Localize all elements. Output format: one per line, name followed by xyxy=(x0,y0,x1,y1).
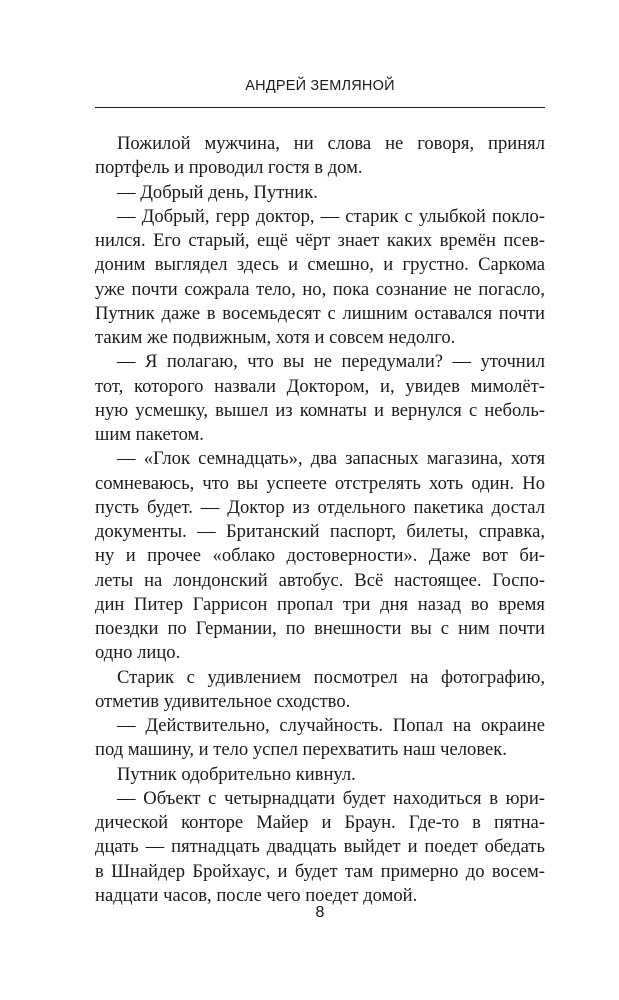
text-line: ну и прочее «облако достоверности». Даже вот би- xyxy=(95,545,545,567)
text-line: Пожилой мужчина, ни слова не говоря, принял xyxy=(117,133,545,154)
text-line: — Добрый, герр доктор, — старик с улыбкой покло- xyxy=(117,205,545,227)
text-line: таким же подвижным, хотя и совсем недолго. xyxy=(95,327,456,348)
body-text xyxy=(95,132,545,908)
text-line: — Я полагаю, что вы не передумали? — уточнил xyxy=(117,351,545,373)
text-line: тот, которого назвали Доктором, и, увидев мимолёт- xyxy=(95,375,545,397)
text-line: — Добрый день, Путник. xyxy=(117,181,318,203)
text-line: поездки по Германии, по внешности вы с ним почти xyxy=(95,618,545,639)
text-line: леты на лондонский автобус. Всё настоящее. Госпо- xyxy=(95,569,545,591)
text-line: дической конторе Майер и Браун. Где-то в пятна- xyxy=(95,812,545,833)
text-line: дцать — пятнадцать двадцать выйдет и поедет обедать xyxy=(95,836,545,858)
text-line: доним выглядел здесь и смешно, и грустно. Саркома xyxy=(95,254,545,276)
text-line: в Шнайдер Бройхаус, и будет там примерно до восем- xyxy=(95,860,545,882)
text-line: под машину, и тело успел перехватить наш человек. xyxy=(95,739,507,761)
running-head: АНДРЕЙ ЗЕМЛЯНОЙ xyxy=(245,78,395,94)
text-line: — «Глок семнадцать», два запасных магазина, хотя xyxy=(117,448,545,470)
text-line: надцати часов, после чего поедет домой. xyxy=(95,884,418,906)
text-line: одно лицо. xyxy=(95,642,181,664)
text-line: сомневаюсь, что вы успеете отстрелять хоть один. Но xyxy=(95,472,545,494)
text-line: нился. Его старый, ещё чёрт знает каких времён псев- xyxy=(95,230,545,251)
text-line: Путник одобрительно кивнул. xyxy=(117,763,356,785)
text-line: документы. — Британский паспорт, билеты, справка, xyxy=(95,521,545,542)
text-line: Старик с удивлением посмотрел на фотографию, xyxy=(117,666,545,688)
text-line: ную усмешку, вышел из комнаты и вернулся с неболь- xyxy=(95,399,545,421)
text-line: Путник даже в восемьдесят с лишним оставался почти xyxy=(95,302,545,324)
text-line: пусть будет. — Доктор из отдельного пакетика достал xyxy=(95,496,545,518)
text-line: портфель и проводил гостя в дом. xyxy=(95,157,363,179)
page-number: 8 xyxy=(315,904,325,921)
text-line: шим пакетом. xyxy=(95,424,204,445)
text-line: уже почти сожрала тело, но, пока сознание не погасло, xyxy=(95,278,545,300)
text-line: — Действительно, случайность. Попал на окраине xyxy=(117,715,545,736)
text-line: отметив удивительное сходство. xyxy=(95,690,351,712)
text-line: — Объект с четырнадцати будет находиться в юри- xyxy=(117,787,545,809)
text-line: дин Питер Гаррисон пропал три дня назад во время xyxy=(95,593,545,615)
header-rule xyxy=(95,107,545,108)
